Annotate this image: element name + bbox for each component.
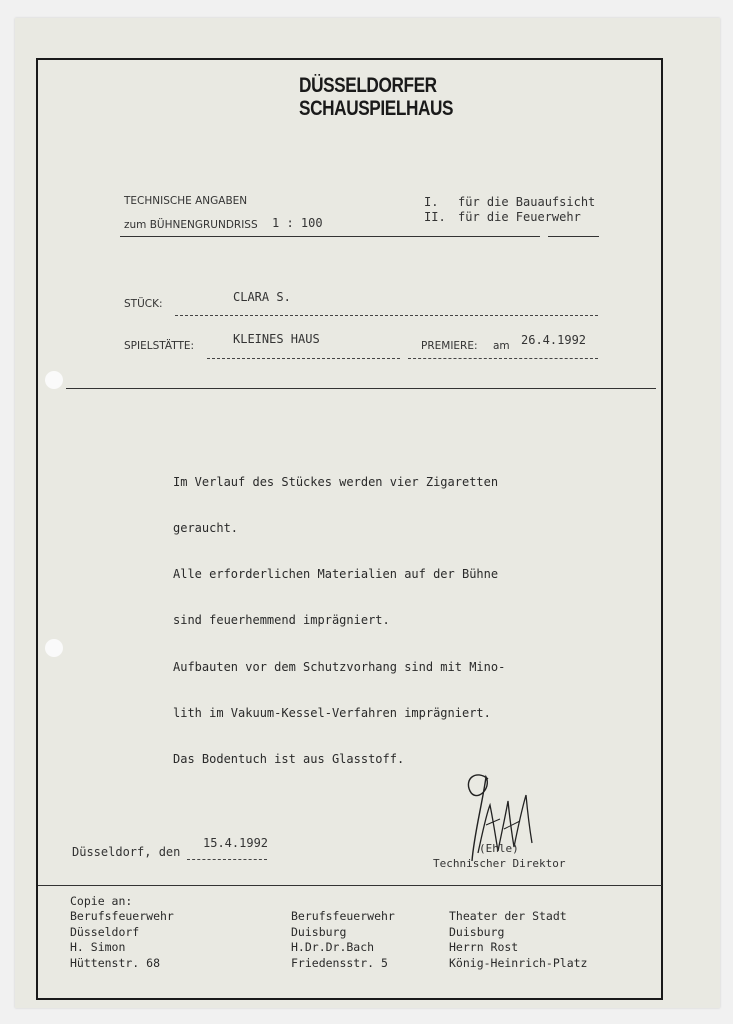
stueck-value: CLARA S. [233,290,291,304]
notes-line: sind feuerhemmend imprägniert. [173,613,390,628]
date-underline [187,859,267,860]
recipient-1-text: für die Bauaufsicht [458,195,596,209]
notes-line: lith im Vakuum-Kessel-Verfahren imprägniert. [173,705,491,720]
letterhead-line-1: DÜSSELDORFER [299,74,437,97]
notes-line: Das Bodentuch ist aus Glasstoff. [173,752,405,767]
address-line: Hüttenstr. 68 [70,955,161,970]
premiere-label: PREMIERE: [421,340,478,352]
form-subtitle: zum BÜHNENGRUNDRISS [124,219,258,231]
signatory-name: (Ehle) [479,842,519,855]
notes-line: Alle erforderlichen Materialien auf der Bühne [173,567,499,582]
spielstaette-underline [207,358,400,359]
premiere-am: am [493,340,510,352]
signatory-role: Technischer Direktor [433,857,566,870]
address-line: H. Simon [70,940,126,954]
spielstaette-label: SPIELSTÄTTE: [124,340,195,352]
recipient-1-number: I. [424,195,439,209]
form-title: TECHNISCHE ANGABEN [124,195,248,207]
document-date: 15.4.1992 [203,836,269,850]
copy-recipient-3 [449,909,587,971]
notes-line: Im Verlauf des Stückes werden vier Zigaretten [173,474,499,489]
copies-label: Copie an: [70,894,133,908]
address-line: Herrn Rost [449,940,519,954]
address-line: H.Dr.Dr.Bach [291,940,375,954]
address-line: Berufsfeuerwehr [70,909,174,923]
premiere-underline [408,358,598,359]
address-line: Theater der Stadt [449,909,567,923]
stueck-label: STÜCK: [124,298,163,310]
address-line: Duisburg [291,924,347,939]
stueck-underline [175,315,598,316]
address-line: König-Heinrich-Platz [449,955,588,970]
letterhead-logo [299,74,454,120]
punch-hole-top [45,371,63,389]
notes-line: geraucht. [173,521,239,536]
footer-divider [38,885,662,886]
recipient-2-text: für die Feuerwehr [458,210,581,224]
copy-recipient-1 [70,909,174,971]
section-divider [66,388,656,389]
recipient-2-number: II. [424,210,446,224]
notes-text [173,444,505,783]
place-date-label: Düsseldorf, den [72,845,181,859]
premiere-date: 26.4.1992 [521,333,587,347]
address-line: Berufsfeuerwehr [291,909,395,923]
notes-line: Aufbauten vor dem Schutzvorhang sind mit Mino- [173,659,506,674]
punch-hole-bottom [45,639,63,657]
letterhead-line-2: SCHAUSPIELHAUS [299,97,454,120]
spielstaette-value: KLEINES HAUS [233,332,320,346]
scale-value: 1 : 100 [272,216,323,230]
header-rule-short [548,236,599,237]
header-rule [120,236,540,237]
copy-recipient-2 [291,909,395,971]
address-line: Duisburg [449,924,505,939]
address-line: Friedensstr. 5 [291,955,388,970]
address-line: Düsseldorf [70,924,140,939]
